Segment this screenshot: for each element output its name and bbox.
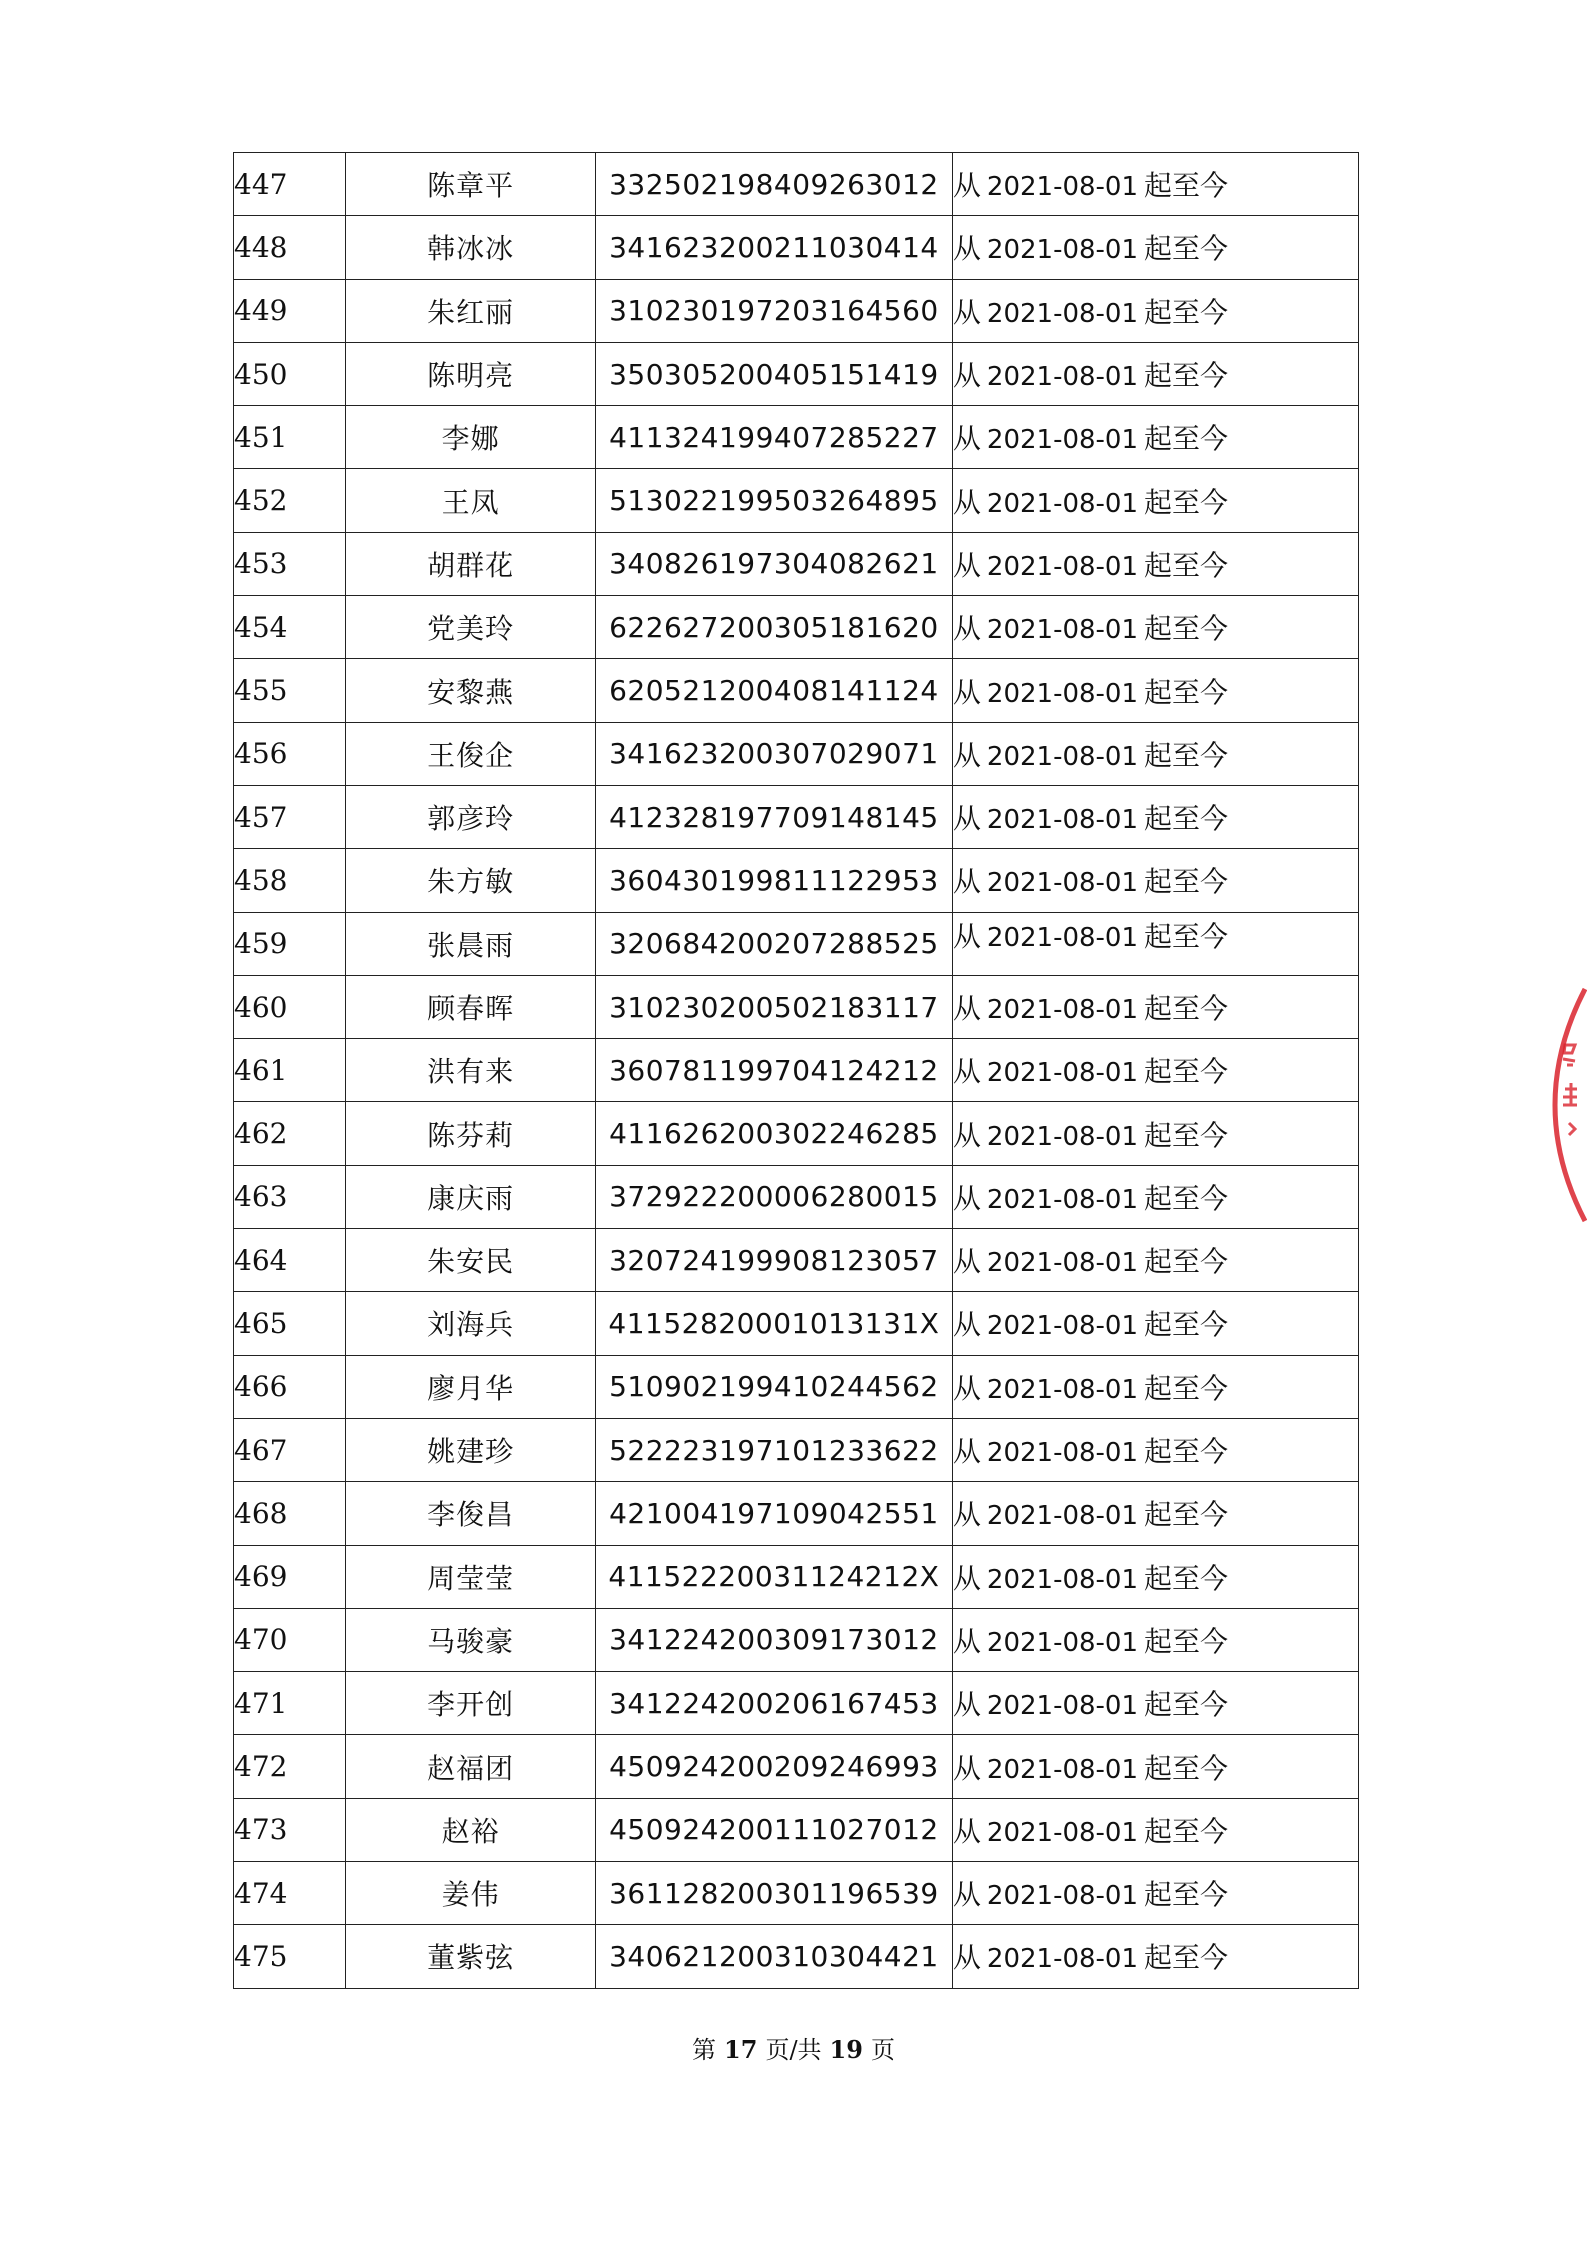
id-number: 412328197709148145 <box>595 785 952 848</box>
period-from: 从 <box>952 612 981 646</box>
table-row <box>234 469 1359 532</box>
period-to: 起至今 <box>1144 169 1229 203</box>
period-to: 起至今 <box>1144 992 1229 1025</box>
id-number: 411324199407285227 <box>595 406 952 469</box>
id-number: 372922200006280015 <box>595 1165 952 1228</box>
row-number: 462 <box>234 1102 346 1165</box>
period-to: 起至今 <box>1144 1751 1229 1785</box>
seal-stamp-graphic <box>1545 985 1587 1225</box>
row-number: 455 <box>234 659 346 722</box>
period-cell <box>952 1672 1358 1735</box>
period-cell <box>952 1545 1358 1608</box>
row-number: 458 <box>234 849 346 912</box>
period-date: 2021-08-01 <box>986 235 1139 266</box>
table-row <box>234 1418 1359 1481</box>
table-row <box>234 532 1359 595</box>
row-number: 471 <box>234 1672 346 1735</box>
period-cell <box>952 596 1358 659</box>
period-date: 2021-08-01 <box>986 615 1139 646</box>
period-to: 起至今 <box>1144 422 1229 456</box>
row-number: 450 <box>234 342 346 405</box>
row-number: 459 <box>234 912 346 975</box>
period-from: 从 <box>952 485 981 519</box>
row-number: 448 <box>234 216 346 279</box>
period-cell <box>952 722 1358 785</box>
row-number: 473 <box>234 1798 346 1861</box>
period-date: 2021-08-01 <box>986 1121 1139 1152</box>
id-number: 320684200207288525 <box>595 912 952 975</box>
person-name: 马骏豪 <box>346 1608 596 1671</box>
period-cell <box>952 1355 1358 1418</box>
period-date: 2021-08-01 <box>986 1564 1139 1595</box>
row-number: 463 <box>234 1165 346 1228</box>
person-name: 姚建珍 <box>346 1418 596 1481</box>
table-row <box>234 1545 1359 1608</box>
period-from: 从 <box>952 1561 981 1595</box>
row-number: 468 <box>234 1482 346 1545</box>
period-from: 从 <box>952 1624 981 1658</box>
roster-table <box>233 152 1359 1989</box>
table-row <box>234 912 1359 975</box>
period-date: 2021-08-01 <box>986 1311 1139 1342</box>
person-name: 陈章平 <box>346 153 596 216</box>
row-number: 467 <box>234 1418 346 1481</box>
period-to: 起至今 <box>1144 295 1229 329</box>
period-date: 2021-08-01 <box>986 1881 1139 1912</box>
id-number: 350305200405151419 <box>595 342 952 405</box>
person-name: 韩冰冰 <box>346 216 596 279</box>
period-cell <box>952 659 1358 722</box>
period-date: 2021-08-01 <box>986 678 1139 709</box>
period-from: 从 <box>952 295 981 329</box>
period-cell <box>952 469 1358 532</box>
row-number: 452 <box>234 469 346 532</box>
period-cell <box>952 849 1358 912</box>
period-to: 起至今 <box>1144 485 1229 519</box>
id-number: 332502198409263012 <box>595 153 952 216</box>
person-name: 郭彦玲 <box>346 785 596 848</box>
period-date: 2021-08-01 <box>986 1501 1139 1532</box>
period-from: 从 <box>952 919 981 953</box>
page-footer <box>0 2030 1587 2065</box>
person-name: 顾春晖 <box>346 975 596 1038</box>
table-row <box>234 722 1359 785</box>
period-to: 起至今 <box>1144 919 1229 953</box>
period-date: 2021-08-01 <box>986 995 1139 1025</box>
period-to: 起至今 <box>1144 232 1229 266</box>
period-from: 从 <box>952 1878 981 1912</box>
period-cell <box>952 1292 1358 1355</box>
period-to: 起至今 <box>1144 359 1229 393</box>
person-name: 安黎燕 <box>346 659 596 722</box>
row-number: 453 <box>234 532 346 595</box>
table-row <box>234 1862 1359 1925</box>
person-name: 党美玲 <box>346 596 596 659</box>
period-to: 起至今 <box>1144 1055 1229 1089</box>
row-number: 469 <box>234 1545 346 1608</box>
period-to: 起至今 <box>1144 1688 1229 1722</box>
table-row <box>234 1165 1359 1228</box>
id-number: 341224200206167453 <box>595 1672 952 1735</box>
id-number: 411626200302246285 <box>595 1102 952 1165</box>
period-date: 2021-08-01 <box>986 1184 1139 1215</box>
id-number: 361128200301196539 <box>595 1862 952 1925</box>
table-row <box>234 342 1359 405</box>
row-number: 464 <box>234 1229 346 1292</box>
period-from: 从 <box>952 1688 981 1722</box>
table-row <box>234 1672 1359 1735</box>
period-cell <box>952 1229 1358 1292</box>
period-from: 从 <box>952 169 981 203</box>
period-from: 从 <box>952 359 981 393</box>
table-row <box>234 659 1359 722</box>
period-date: 2021-08-01 <box>986 868 1139 899</box>
period-date: 2021-08-01 <box>986 298 1139 329</box>
person-name: 周莹莹 <box>346 1545 596 1608</box>
table-row <box>234 849 1359 912</box>
period-from: 从 <box>952 1308 981 1342</box>
table-row <box>234 975 1359 1038</box>
id-number: 450924200111027012 <box>595 1798 952 1861</box>
row-number: 449 <box>234 279 346 342</box>
table-row <box>234 1229 1359 1292</box>
id-number: 620521200408141124 <box>595 659 952 722</box>
id-number: 340621200310304421 <box>595 1925 952 1988</box>
period-cell <box>952 1925 1358 1988</box>
person-name: 康庆雨 <box>346 1165 596 1228</box>
person-name: 赵裕 <box>346 1798 596 1861</box>
person-name: 刘海兵 <box>346 1292 596 1355</box>
table-row <box>234 406 1359 469</box>
period-date: 2021-08-01 <box>986 805 1139 836</box>
period-to: 起至今 <box>1144 1561 1229 1595</box>
person-name: 洪有来 <box>346 1039 596 1102</box>
period-from: 从 <box>952 675 981 709</box>
period-from: 从 <box>952 1118 981 1152</box>
table-row <box>234 1292 1359 1355</box>
period-cell <box>952 1798 1358 1861</box>
id-number: 341224200309173012 <box>595 1608 952 1671</box>
id-number: 310230200502183117 <box>595 975 952 1038</box>
period-from: 从 <box>952 422 981 456</box>
period-from: 从 <box>952 1371 981 1405</box>
table-row <box>234 596 1359 659</box>
row-number: 474 <box>234 1862 346 1925</box>
period-cell <box>952 1102 1358 1165</box>
id-number: 340826197304082621 <box>595 532 952 595</box>
period-cell <box>952 785 1358 848</box>
person-name: 陈芬莉 <box>346 1102 596 1165</box>
period-cell <box>952 532 1358 595</box>
period-date: 2021-08-01 <box>986 1817 1139 1848</box>
id-number: 522223197101233622 <box>595 1418 952 1481</box>
id-number: 41152220031124212X <box>595 1545 952 1608</box>
table-row <box>234 1482 1359 1545</box>
table-row <box>234 1102 1359 1165</box>
period-from: 从 <box>952 1751 981 1785</box>
period-to: 起至今 <box>1144 1435 1229 1469</box>
period-from: 从 <box>952 1181 981 1215</box>
row-number: 457 <box>234 785 346 848</box>
period-cell <box>952 1039 1358 1102</box>
period-to: 起至今 <box>1144 1814 1229 1848</box>
row-number: 475 <box>234 1925 346 1988</box>
period-date: 2021-08-01 <box>986 741 1139 772</box>
period-to: 起至今 <box>1144 1624 1229 1658</box>
period-date: 2021-08-01 <box>986 1691 1139 1722</box>
table-row <box>234 1355 1359 1418</box>
row-number: 454 <box>234 596 346 659</box>
period-to: 起至今 <box>1144 738 1229 772</box>
period-from: 从 <box>952 992 981 1025</box>
period-from: 从 <box>952 1814 981 1848</box>
id-number: 341623200211030414 <box>595 216 952 279</box>
period-date: 2021-08-01 <box>986 551 1139 582</box>
period-cell <box>952 342 1358 405</box>
period-date: 2021-08-01 <box>986 1438 1139 1469</box>
id-number: 513022199503264895 <box>595 469 952 532</box>
period-from: 从 <box>952 1245 981 1279</box>
person-name: 胡群花 <box>346 532 596 595</box>
period-from: 从 <box>952 548 981 582</box>
person-name: 李娜 <box>346 406 596 469</box>
id-number: 450924200209246993 <box>595 1735 952 1798</box>
id-number: 510902199410244562 <box>595 1355 952 1418</box>
id-number: 320724199908123057 <box>595 1229 952 1292</box>
period-cell <box>952 975 1358 1038</box>
period-from: 从 <box>952 1435 981 1469</box>
period-date: 2021-08-01 <box>986 1944 1139 1975</box>
row-number: 447 <box>234 153 346 216</box>
person-name: 赵福团 <box>346 1735 596 1798</box>
table-row <box>234 1608 1359 1671</box>
person-name: 姜伟 <box>346 1862 596 1925</box>
period-to: 起至今 <box>1144 1878 1229 1912</box>
period-from: 从 <box>952 738 981 772</box>
person-name: 王凤 <box>346 469 596 532</box>
period-from: 从 <box>952 232 981 266</box>
period-date: 2021-08-01 <box>986 488 1139 519</box>
period-date: 2021-08-01 <box>986 1627 1139 1658</box>
footer-middle: 页/共 <box>765 2036 822 2064</box>
period-from: 从 <box>952 865 981 899</box>
period-cell <box>952 279 1358 342</box>
period-date: 2021-08-01 <box>986 425 1139 456</box>
table-row <box>234 279 1359 342</box>
row-number: 472 <box>234 1735 346 1798</box>
footer-prefix: 第 <box>692 2036 717 2064</box>
table-row <box>234 216 1359 279</box>
person-name: 王俊企 <box>346 722 596 785</box>
period-from: 从 <box>952 1055 981 1089</box>
person-name: 朱方敏 <box>346 849 596 912</box>
row-number: 461 <box>234 1039 346 1102</box>
row-number: 465 <box>234 1292 346 1355</box>
period-to: 起至今 <box>1144 1498 1229 1532</box>
row-number: 460 <box>234 975 346 1038</box>
person-name: 朱安民 <box>346 1229 596 1292</box>
period-from: 从 <box>952 1941 981 1975</box>
period-cell <box>952 1608 1358 1671</box>
id-number: 310230197203164560 <box>595 279 952 342</box>
person-name: 朱红丽 <box>346 279 596 342</box>
period-to: 起至今 <box>1144 675 1229 709</box>
period-cell <box>952 1862 1358 1925</box>
period-to: 起至今 <box>1144 1181 1229 1215</box>
period-cell <box>952 1418 1358 1481</box>
period-to: 起至今 <box>1144 802 1229 836</box>
row-number: 456 <box>234 722 346 785</box>
table-row <box>234 153 1359 216</box>
footer-suffix: 页 <box>870 2036 895 2064</box>
period-date: 2021-08-01 <box>986 172 1139 203</box>
period-cell <box>952 406 1358 469</box>
period-to: 起至今 <box>1144 865 1229 899</box>
period-to: 起至今 <box>1144 1245 1229 1279</box>
period-date: 2021-08-01 <box>986 1248 1139 1279</box>
period-to: 起至今 <box>1144 1308 1229 1342</box>
period-cell <box>952 153 1358 216</box>
period-to: 起至今 <box>1144 548 1229 582</box>
period-from: 从 <box>952 802 981 836</box>
id-number: 360781199704124212 <box>595 1039 952 1102</box>
period-cell <box>952 1482 1358 1545</box>
period-cell <box>952 1735 1358 1798</box>
period-from: 从 <box>952 1498 981 1532</box>
id-number: 421004197109042551 <box>595 1482 952 1545</box>
row-number: 470 <box>234 1608 346 1671</box>
total-page-count: 19 <box>829 2035 863 2064</box>
current-page-number: 17 <box>724 2035 758 2064</box>
period-date: 2021-08-01 <box>986 922 1139 953</box>
table-row <box>234 1798 1359 1861</box>
row-number: 466 <box>234 1355 346 1418</box>
person-name: 陈明亮 <box>346 342 596 405</box>
period-to: 起至今 <box>1144 1371 1229 1405</box>
person-name: 廖月华 <box>346 1355 596 1418</box>
period-to: 起至今 <box>1144 612 1229 646</box>
period-date: 2021-08-01 <box>986 1754 1139 1785</box>
id-number: 360430199811122953 <box>595 849 952 912</box>
period-date: 2021-08-01 <box>986 362 1139 393</box>
period-cell <box>952 1165 1358 1228</box>
table-row <box>234 1039 1359 1102</box>
period-cell <box>952 912 1358 975</box>
person-name: 李俊昌 <box>346 1482 596 1545</box>
table-row <box>234 1735 1359 1798</box>
period-date: 2021-08-01 <box>986 1374 1139 1405</box>
roster-table-body <box>234 153 1359 1989</box>
seal-stamp-icon <box>1545 985 1587 1225</box>
period-to: 起至今 <box>1144 1118 1229 1152</box>
table-row <box>234 1925 1359 1988</box>
period-date: 2021-08-01 <box>986 1058 1139 1089</box>
id-number: 622627200305181620 <box>595 596 952 659</box>
id-number: 41152820001013131X <box>595 1292 952 1355</box>
table-row <box>234 785 1359 848</box>
row-number: 451 <box>234 406 346 469</box>
person-name: 张晨雨 <box>346 912 596 975</box>
person-name: 董紫弦 <box>346 1925 596 1988</box>
period-cell <box>952 216 1358 279</box>
period-to: 起至今 <box>1144 1941 1229 1975</box>
id-number: 341623200307029071 <box>595 722 952 785</box>
person-name: 李开创 <box>346 1672 596 1735</box>
